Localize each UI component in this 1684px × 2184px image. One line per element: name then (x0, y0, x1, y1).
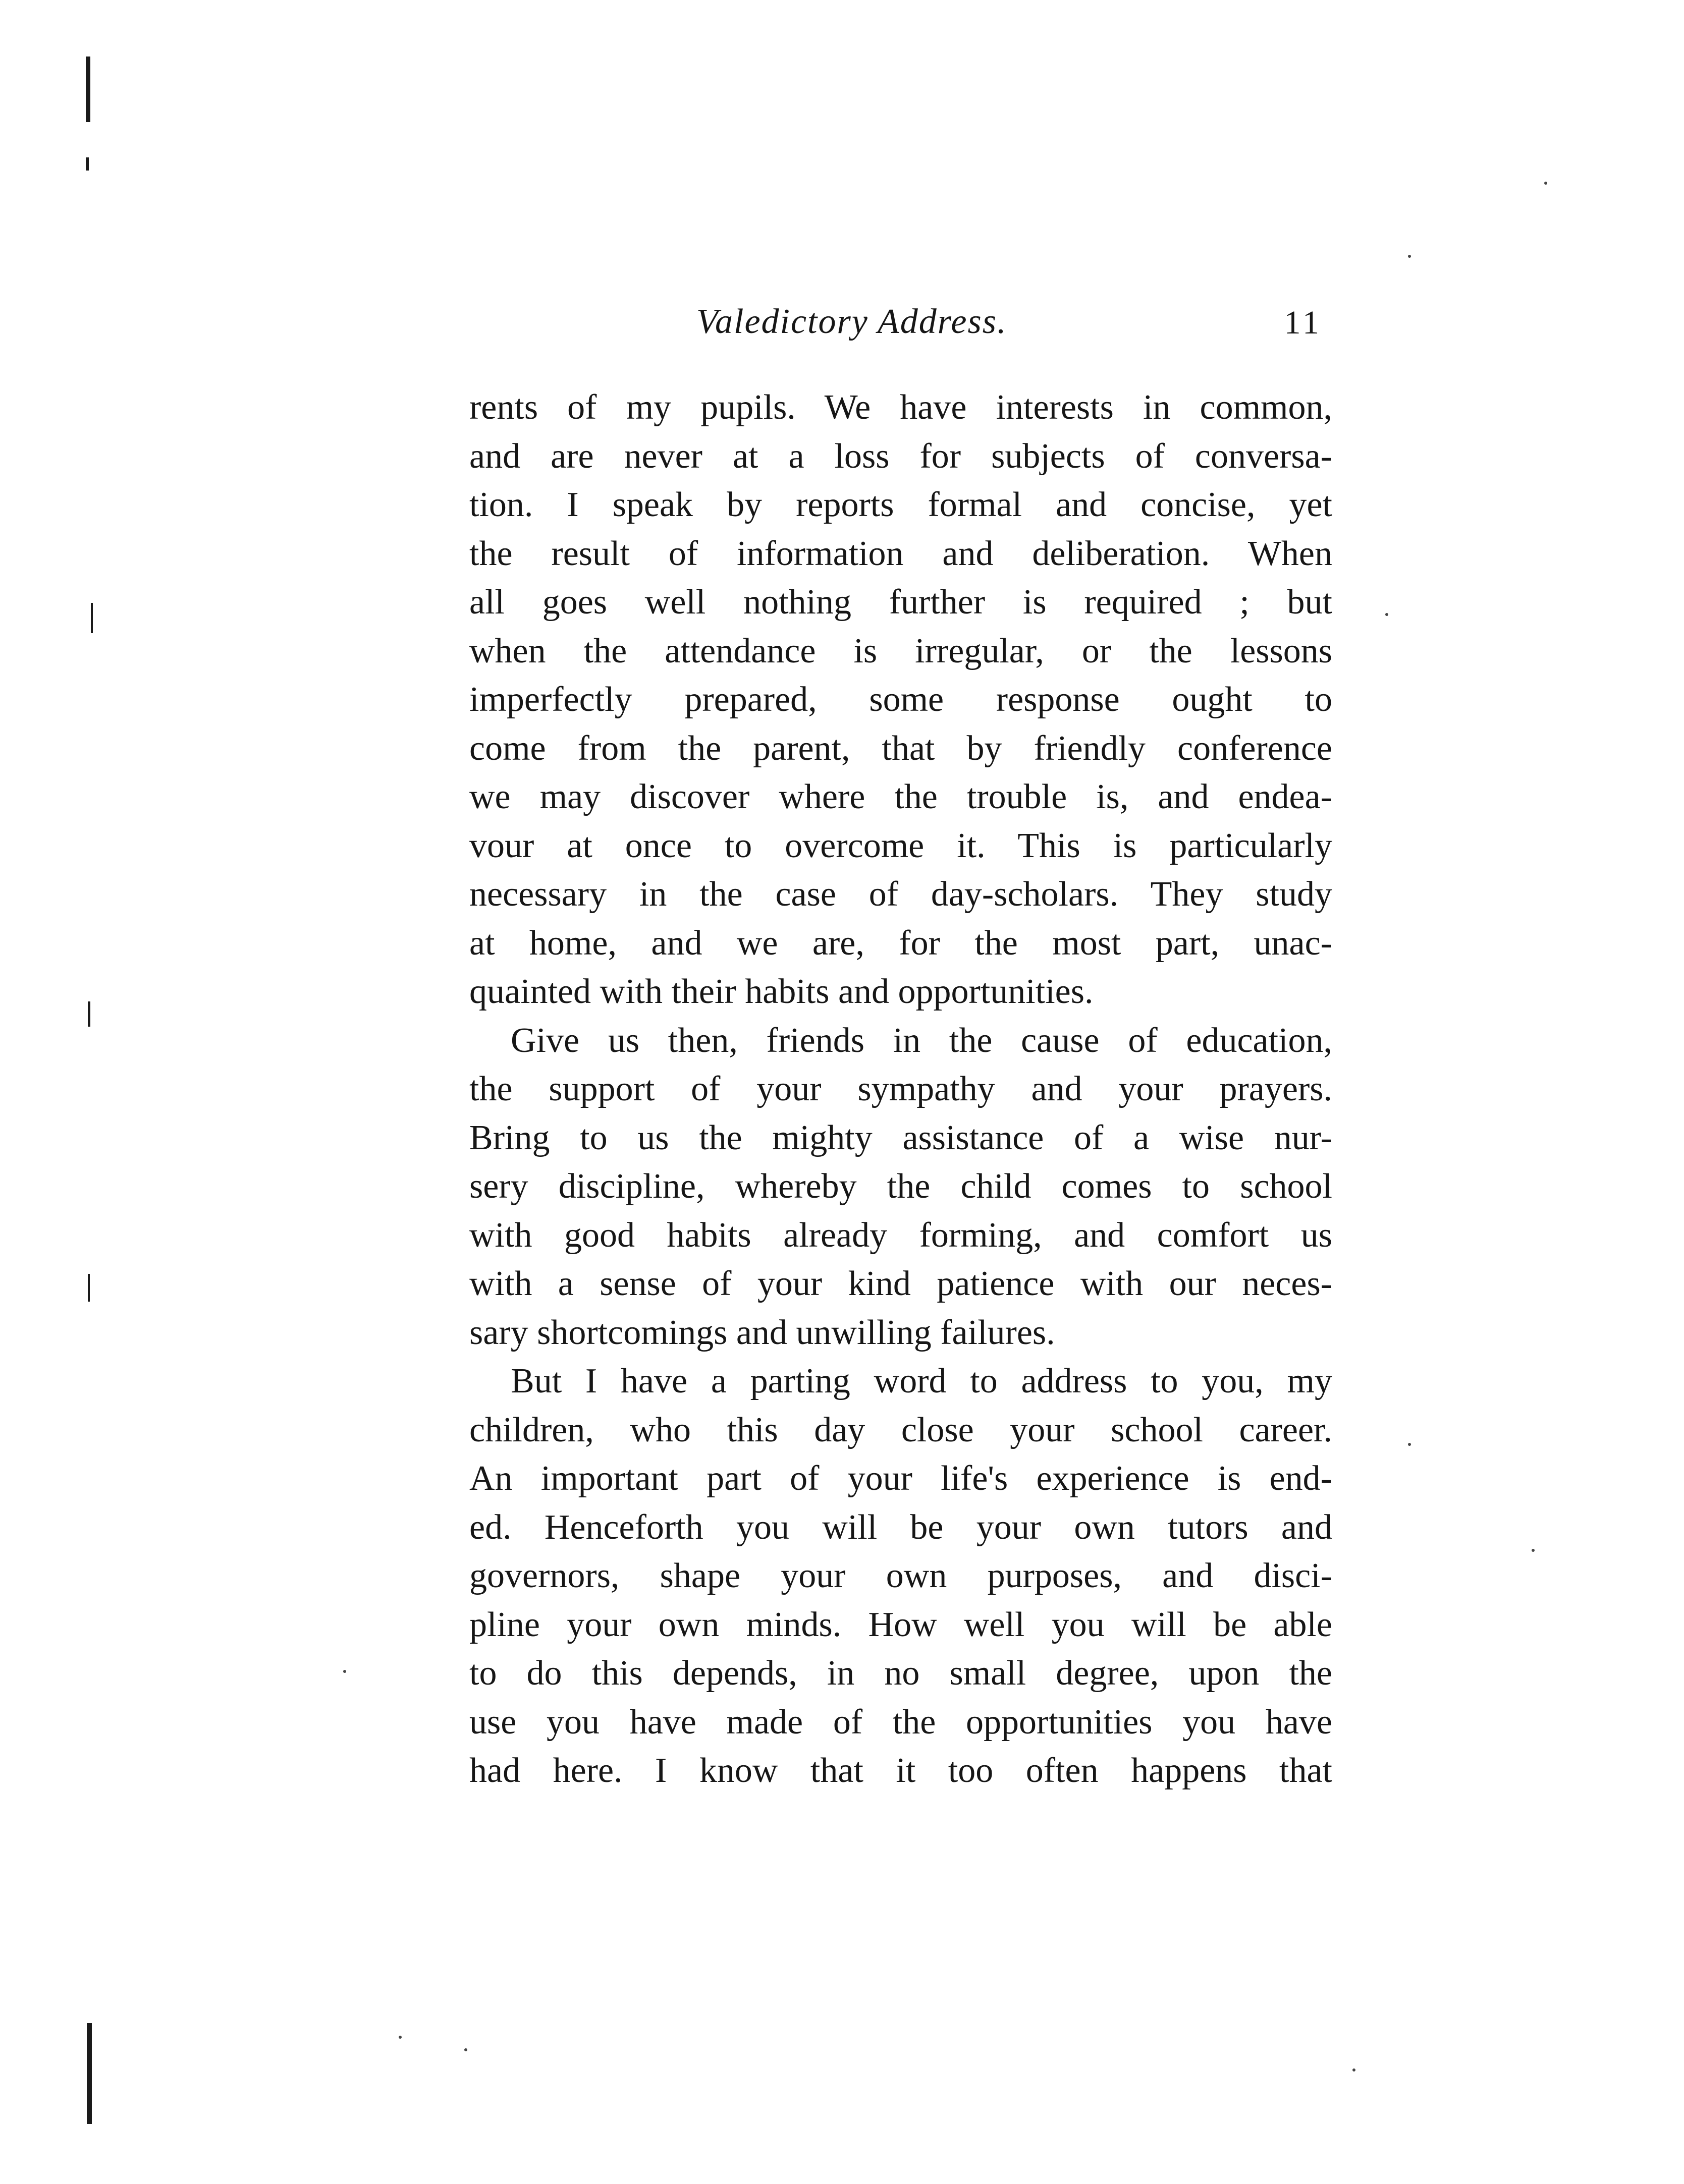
paragraph-3 (469, 1357, 1332, 1796)
body-text (469, 383, 1332, 1796)
text-line: to do this depends, in no small degree, upon the (469, 1654, 1332, 1693)
text-line: governors, shape your own purposes, and disci- (469, 1556, 1332, 1595)
text-line: come from the parent, that by friendly conference (469, 729, 1332, 768)
scan-speck (1385, 613, 1388, 616)
text-line: use you have made of the opportunities you have (469, 1702, 1332, 1742)
scan-edge-mark-mid3 (88, 1274, 90, 1302)
text-line: when the attendance is irregular, or the lessons (469, 631, 1332, 670)
text-line: all goes well nothing further is required ; but (469, 583, 1332, 622)
text-line: and are never at a loss for subjects of conversa- (469, 436, 1332, 476)
scan-edge-mark-top (86, 57, 90, 122)
scan-speck (1408, 1443, 1411, 1446)
text-line: Give us then, friends in the cause of education, (511, 1021, 1332, 1060)
scan-speck (1408, 255, 1411, 258)
text-line: at home, and we are, for the most part, unac- (469, 923, 1332, 963)
paragraph-1 (469, 383, 1332, 1017)
text-line: had here. I know that it too often happens that (469, 1751, 1332, 1790)
text-line: we may discover where the trouble is, and endea- (469, 777, 1332, 816)
running-head (474, 302, 1332, 347)
paragraph-2 (469, 1017, 1332, 1358)
text-line: children, who this day close your school career. (469, 1410, 1332, 1449)
scan-speck (464, 2048, 467, 2051)
scan-edge-mark-mid (91, 603, 93, 633)
text-line: imperfectly prepared, some response ought to (469, 680, 1332, 719)
text-line: vour at once to overcome it. This is particularly (469, 826, 1332, 865)
text-line: quainted with their habits and opportunities. (469, 972, 1094, 1011)
scan-speck (399, 2036, 402, 2039)
text-line: with a sense of your kind patience with our neces- (469, 1264, 1332, 1303)
text-line: the result of information and deliberation. When (469, 534, 1332, 573)
text-line: rents of my pupils. We have interests in common, (469, 388, 1332, 427)
scan-speck (343, 1670, 346, 1673)
page-number: 11 (1284, 304, 1322, 341)
scan-edge-mark-small (86, 157, 89, 171)
text-line: Bring to us the mighty assistance of a wise nur- (469, 1118, 1332, 1157)
text-line: with good habits already forming, and comfort us (469, 1215, 1332, 1255)
text-line: pline your own minds. How well you will be able (469, 1605, 1332, 1644)
text-line: necessary in the case of day-scholars. They study (469, 875, 1332, 914)
text-line: sary shortcomings and unwilling failures. (469, 1313, 1055, 1352)
text-line: the support of your sympathy and your prayers. (469, 1070, 1332, 1108)
text-line: sery discipline, whereby the child comes to school (469, 1167, 1332, 1206)
text-line: ed. Henceforth you will be your own tutors and (469, 1507, 1332, 1547)
running-title: Valedictory Address. (696, 302, 1007, 341)
scan-speck (1532, 1549, 1535, 1552)
text-line: But I have a parting word to address to you, my (511, 1362, 1332, 1401)
scan-edge-mark-mid2 (88, 1001, 90, 1027)
text-line: tion. I speak by reports formal and concise, yet (469, 485, 1332, 524)
text-line: An important part of your life's experience is end- (469, 1459, 1332, 1498)
scan-edge-mark-bottom (87, 2023, 92, 2124)
scan-speck (1352, 2068, 1355, 2071)
scan-speck (1544, 182, 1547, 185)
